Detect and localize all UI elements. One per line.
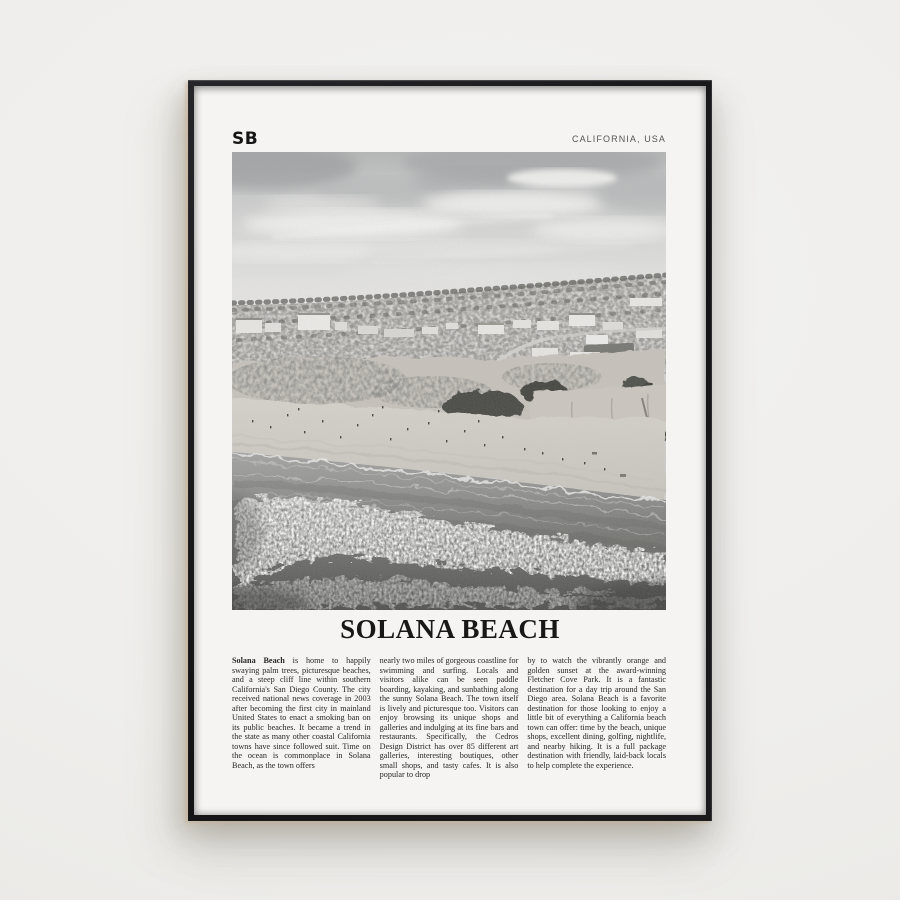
poster-initials: SB	[232, 129, 259, 149]
photo-film-grain	[232, 152, 666, 610]
poster-body	[232, 656, 666, 780]
body-column-text: is home to happily swaying palm trees, picturesque beaches, and a steep cliff line within southern California's San Diego County. The city received national news coverage in 2003 after becoming the first city in mainland United States to enact a smoking ban on its public beaches. It became a trend in the state as many other coastal California towns have since followed suit. Time on the ocean is commonplace in Solana Beach, as the town offers	[232, 656, 371, 770]
body-column-text: nearly two miles of gorgeous coastline for swimming and surfing. Locals and visitors alike can be seen paddle boarding, kayaking, and sunbathing along the sunny Solana Beach. The town itself is lively and picturesque too. Visitors can enjoy browsing its unique shops and galleries and indulging at its fine bars and restaurants. Specifically, the Cedros Design District has over 85 different art galleries, interesting boutiques, other small shops, and tasty cafes. It is also popular to drop	[379, 656, 519, 779]
body-column-text: by to watch the vibrantly orange and golden sunset at the award-winning Fletcher Cove Park. It is a fantastic destination for a day trip around the San Diego area. Solana Beach is a favorite destination for those looking to enjoy a little bit of everything a California beach town can offer: time by the beach, unique shops, excellent dining, golfing, nightlife, and nearby hiking. It is a full package destination with friendly, laid-back locals to help complete the experience.	[527, 656, 667, 770]
poster-title: SOLANA BEACH	[340, 614, 560, 644]
body-column	[380, 656, 519, 780]
body-column	[232, 656, 371, 780]
body-column-lead: Solana Beach	[232, 656, 285, 665]
poster-paper	[194, 86, 706, 815]
poster-photo	[232, 152, 666, 610]
body-column	[527, 656, 666, 780]
solana-beach-aerial-photo	[232, 152, 666, 610]
poster-location: CALIFORNIA, USA	[571, 134, 666, 144]
picture-frame	[188, 80, 712, 821]
